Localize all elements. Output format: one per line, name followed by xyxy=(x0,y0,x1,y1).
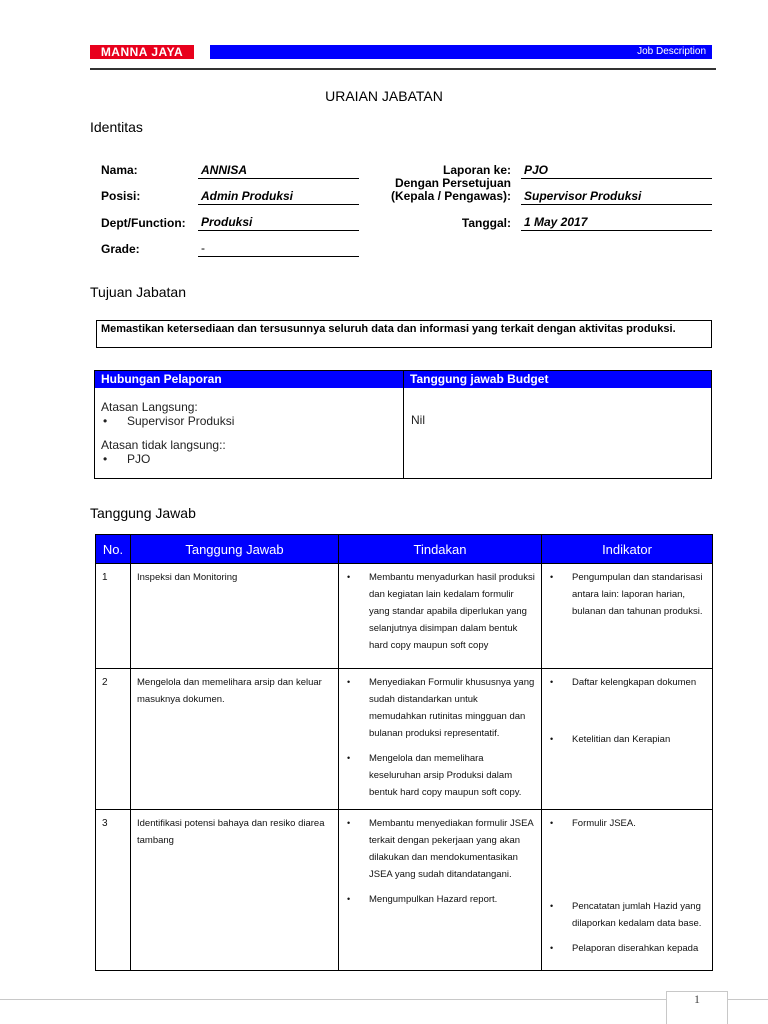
persetujuan-label: Dengan Persetujuan (Kepala / Pengawas): xyxy=(390,176,511,203)
header-indikator: Indikator xyxy=(542,535,713,564)
row-tindakan xyxy=(339,564,542,669)
table-row xyxy=(96,810,713,971)
tanggal-label: Tanggal: xyxy=(461,216,511,230)
footer-rule xyxy=(0,999,666,1000)
header-tanggung-jawab: Tanggung Jawab xyxy=(131,535,339,564)
dept-value: Produksi xyxy=(198,216,359,231)
indikator-item: • Daftar kelengkapan dokumen xyxy=(550,677,697,688)
table-row xyxy=(96,564,713,669)
table-row xyxy=(96,669,713,810)
row-tanggung-jawab: Identifikasi potensi bahaya dan resiko diarea tambang xyxy=(131,810,339,971)
row-tindakan xyxy=(339,669,542,810)
tindakan-item: • Membantu menyadurkan hasil produksi dan kegiatan lain kedalam formulir yang standar apabila diperlukan yang selanjutnya disimpan dalam bentuk hard copy maupun soft copy xyxy=(347,572,535,651)
atasan-tidak-langsung-label: Atasan tidak langsung:: xyxy=(101,438,226,452)
section-identitas-heading: Identitas xyxy=(90,119,143,135)
header-divider xyxy=(90,68,716,70)
budget-header: Tanggung jawab Budget xyxy=(404,371,711,388)
indikator-item: • Pencatatan jumlah Hazid yang dilaporkan kedalam data base. xyxy=(550,901,702,929)
tindakan-item: • Mengelola dan memelihara keseluruhan arsip Produksi dalam bentuk hard copy maupun soft copy. xyxy=(347,753,522,798)
posisi-value: Admin Produksi xyxy=(198,190,359,205)
atasan-tidak-langsung-item: • PJO xyxy=(103,452,151,466)
header-tindakan: Tindakan xyxy=(339,535,542,564)
row-indikator xyxy=(542,810,713,971)
row-number: 1 xyxy=(96,564,131,669)
indikator-item: • Ketelitian dan Kerapian xyxy=(550,734,671,745)
hubungan-table xyxy=(94,370,712,479)
dept-label: Dept/Function: xyxy=(101,216,186,230)
row-tindakan xyxy=(339,810,542,971)
grade-value: - xyxy=(198,242,359,257)
tindakan-item: • Membantu menyediakan formulir JSEA terkait dengan pekerjaan yang akan dilakukan dan mendokumentasikan JSEA yang sudah ditandatangani. xyxy=(347,818,534,880)
budget-value: Nil xyxy=(411,413,425,427)
row-indikator xyxy=(542,564,713,669)
section-tanggung-jawab-heading: Tanggung Jawab xyxy=(90,505,196,521)
tindakan-item: • Mengumpulkan Hazard report. xyxy=(347,894,498,905)
laporan-value: PJO xyxy=(521,164,712,179)
nama-label: Nama: xyxy=(101,163,138,177)
persetujuan-value: Supervisor Produksi xyxy=(521,190,712,205)
hubungan-header: Hubungan Pelaporan xyxy=(95,371,403,388)
laporan-label: Laporan ke: xyxy=(442,163,511,177)
tindakan-item: • Menyediakan Formulir khususnya yang sudah distandarkan untuk memudahkan rutinitas mingguan dan bulanan produksi representatif. xyxy=(347,677,535,739)
indikator-item: • Formulir JSEA. xyxy=(550,818,636,829)
row-number: 3 xyxy=(96,810,131,971)
header-no: No. xyxy=(96,535,131,564)
row-tanggung-jawab: Mengelola dan memelihara arsip dan keluar masuknya dokumen. xyxy=(131,669,339,810)
grade-label: Grade: xyxy=(101,242,140,256)
indikator-item: • Pengumpulan dan standarisasi antara lain: laporan harian, bulanan dan tahunan produksi. xyxy=(550,572,703,617)
row-indikator xyxy=(542,669,713,810)
footer-rule xyxy=(728,999,768,1000)
section-tujuan-heading: Tujuan Jabatan xyxy=(90,284,186,300)
hubungan-divider xyxy=(403,371,404,478)
tanggal-value: 1 May 2017 xyxy=(521,216,712,231)
table-header-row xyxy=(96,535,713,564)
page-number: 1 xyxy=(666,991,728,1024)
doc-type-banner: Job Description xyxy=(210,45,712,59)
row-tanggung-jawab: Inspeksi dan Monitoring xyxy=(131,564,339,669)
posisi-label: Posisi: xyxy=(101,189,141,203)
company-name-badge: MANNA JAYA xyxy=(90,45,194,59)
row-number: 2 xyxy=(96,669,131,810)
atasan-langsung-item: • Supervisor Produksi xyxy=(103,414,235,428)
page-title: URAIAN JABATAN xyxy=(325,88,443,104)
atasan-langsung-label: Atasan Langsung: xyxy=(101,400,198,414)
nama-value: ANNISA xyxy=(198,164,359,179)
tanggung-jawab-table xyxy=(95,534,713,971)
indikator-item: • Pelaporan diserahkan kepada xyxy=(550,943,699,954)
tujuan-text-box: Memastikan ketersediaan dan tersusunnya seluruh data dan informasi yang terkait dengan aktivitas produksi. xyxy=(96,320,712,348)
